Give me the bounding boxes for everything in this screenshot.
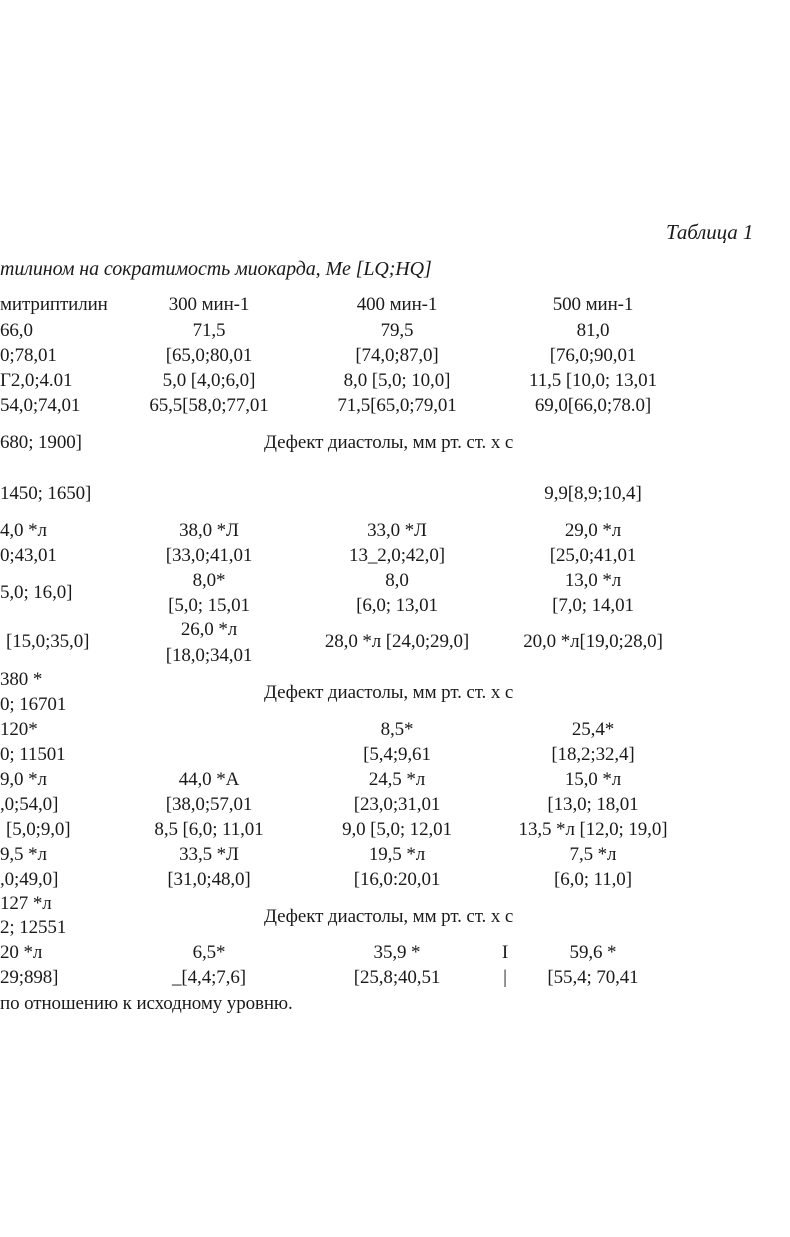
table-cell: 38,0 *Л — [179, 520, 239, 541]
table-cell: [18,0;34,01 — [165, 645, 253, 666]
table-cell: [38,0;57,01 — [165, 794, 253, 815]
table-cell: 15,0 *л — [564, 769, 622, 790]
table-cell: 9,0 [5,0; 12,01 — [342, 819, 452, 840]
table-cell: 59,6 * — [569, 942, 617, 963]
table-cell: [5,0; 15,01 — [168, 595, 250, 616]
table-cell: 8,0 [5,0; 10,0] — [343, 370, 451, 391]
table-cell: 20,0 *л[19,0;28,0] — [523, 631, 663, 652]
table-cell: 71,5 — [192, 320, 226, 341]
table-cell: [76,0;90,01 — [549, 345, 637, 366]
table-cell: [23,0;31,01 — [353, 794, 441, 815]
table-cell: 25,4* — [571, 719, 615, 740]
table-cell: 71,5[65,0;79,01 — [337, 395, 457, 416]
table-cell: 44,0 *А — [178, 769, 240, 790]
table-cell: 13_2,0;42,0] — [349, 545, 445, 566]
table-cell: [15,0;35,0] — [6, 631, 90, 652]
table-cell: 2; 12551 — [0, 917, 67, 938]
table-cell: 5,0 [4,0;6,0] — [162, 370, 256, 391]
table-cell: [65,0;80,01 — [165, 345, 253, 366]
table-cell: 33,5 *Л — [179, 844, 239, 865]
table-cell: 0;43,01 — [0, 545, 57, 566]
table-cell: 29,0 *л — [564, 520, 622, 541]
section-heading-defect: Дефект диастолы, мм рт. ст. х с — [264, 906, 514, 927]
header-col2: 400 мин-1 — [356, 294, 438, 315]
section-heading-defect: Дефект диастолы, мм рт. ст. х с — [264, 682, 514, 703]
table-cell: ,0;54,0] — [0, 794, 59, 815]
table-cell: Г2,0;4.01 — [0, 370, 73, 391]
table-cell: [6,0; 13,01 — [356, 595, 438, 616]
table-cell: 81,0 — [576, 320, 610, 341]
table-cell: 8,0* — [192, 570, 226, 591]
table-cell: 8,5* — [380, 719, 414, 740]
table-cell: [74,0;87,0] — [355, 345, 439, 366]
table-cell: [16,0:20,01 — [353, 869, 441, 890]
header-col1: 300 мин-1 — [168, 294, 250, 315]
table-cell: 127 *л — [0, 893, 52, 914]
table-cell: [5,0;9,0] — [6, 819, 71, 840]
table-cell: 6,5* — [192, 942, 226, 963]
table-cell: 380 * — [0, 669, 43, 690]
column-rule: I — [501, 942, 509, 963]
table-cell: [7,0; 14,01 — [552, 595, 634, 616]
header-col0: митриптилин — [0, 294, 108, 315]
table-cell: 0; 16701 — [0, 694, 67, 715]
table-cell: 13,0 *л — [564, 570, 622, 591]
table-cell: 7,5 *л — [569, 844, 617, 865]
table-cell: 680; 1900] — [0, 432, 82, 453]
table-cell: 33,0 *Л — [367, 520, 427, 541]
table-cell: 79,5 — [380, 320, 414, 341]
table-cell: [25,8;40,51 — [353, 967, 441, 988]
table-cell: 9,0 *л — [0, 769, 47, 790]
table-cell: [31,0;48,0] — [167, 869, 251, 890]
table-cell: 8,5 [6,0; 11,01 — [154, 819, 264, 840]
table-cell: _[4,4;7,6] — [172, 967, 246, 988]
header-col3: 500 мин-1 — [552, 294, 634, 315]
table-cell: 11,5 [10,0; 13,01 — [529, 370, 657, 391]
table-label: Таблица 1 — [666, 220, 754, 244]
table-cell: 54,0;74,01 — [0, 395, 81, 416]
table-footnote: по отношению к исходному уровню. — [0, 993, 293, 1014]
table-cell: 120* — [0, 719, 38, 740]
table-cell: 13,5 *л [12,0; 19,0] — [518, 819, 668, 840]
table-cell: 0; 11501 — [0, 744, 66, 765]
table-cell: 66,0 — [0, 320, 33, 341]
table-cell: 19,5 *л — [368, 844, 426, 865]
table-cell: [55,4; 70,41 — [547, 967, 639, 988]
table-cell: [13,0; 18,01 — [547, 794, 639, 815]
table-cell: 1450; 1650] — [0, 483, 92, 504]
table-cell: 20 *л — [0, 942, 43, 963]
table-cell: [25,0;41,01 — [549, 545, 637, 566]
column-rule: | — [503, 967, 507, 988]
table-cell: 28,0 *л [24,0;29,0] — [324, 631, 470, 652]
table-cell: ,0;49,0] — [0, 869, 59, 890]
table-cell: 9,9[8,9;10,4] — [544, 483, 642, 504]
table-cell: 4,0 *л — [0, 520, 47, 541]
table-cell: [6,0; 11,0] — [554, 869, 632, 890]
table-cell: 9,5 *л — [0, 844, 47, 865]
table-cell: [18,2;32,4] — [551, 744, 635, 765]
table-cell: 24,5 *л — [368, 769, 426, 790]
table-cell: 5,0; 16,0] — [0, 582, 73, 603]
table-cell: 69,0[66,0;78.0] — [534, 395, 652, 416]
table-cell: [33,0;41,01 — [165, 545, 253, 566]
table-subtitle: тилином на сократимость миокарда, Me [LQ;HQ] — [0, 258, 432, 280]
section-heading-defect: Дефект диастолы, мм рт. ст. х с — [264, 432, 514, 453]
table-cell: 8,0 — [385, 570, 409, 591]
table-cell: 0;78,01 — [0, 345, 57, 366]
table-cell: 65,5[58,0;77,01 — [149, 395, 269, 416]
table-cell: 26,0 *л — [180, 619, 238, 640]
table-cell: 29;898] — [0, 967, 59, 988]
table-cell: 35,9 * — [373, 942, 421, 963]
table-cell: [5,4;9,61 — [363, 744, 431, 765]
